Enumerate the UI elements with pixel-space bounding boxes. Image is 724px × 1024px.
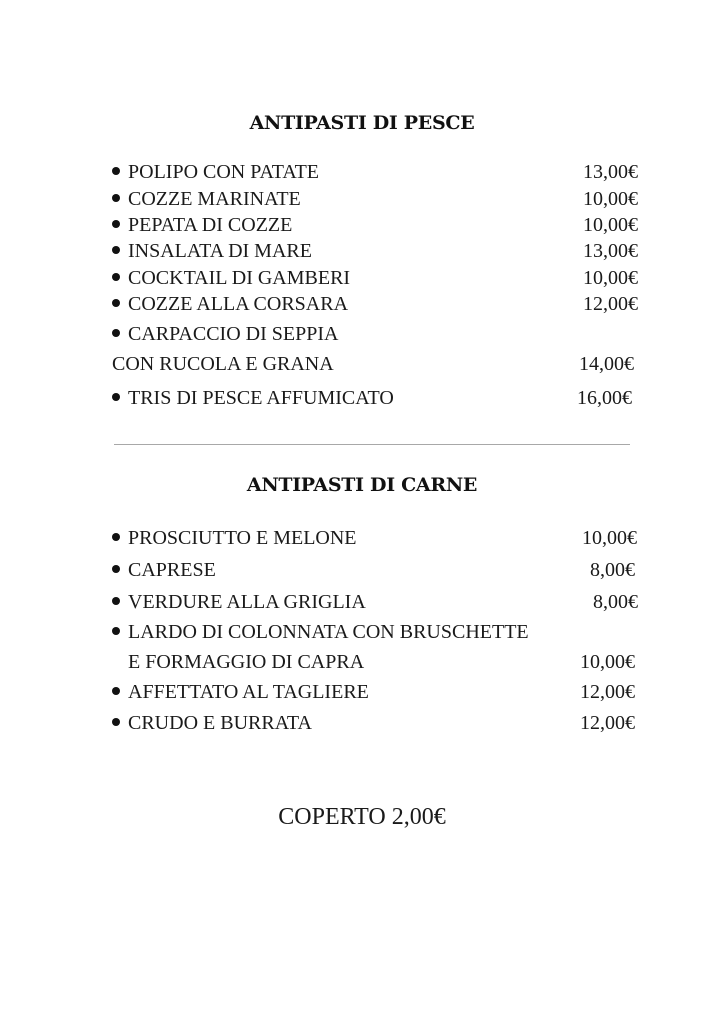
- item-price: 14,00€: [579, 353, 634, 375]
- menu-item: [112, 321, 638, 347]
- item-name: TRIS DI PESCE AFFUMICATO: [128, 387, 394, 409]
- bullet-icon: [112, 718, 120, 726]
- menu-item: [112, 291, 638, 317]
- bullet-icon: [112, 565, 120, 573]
- item-price: 10,00€: [583, 188, 638, 210]
- item-price: 8,00€: [593, 591, 638, 613]
- item-name: PEPATA DI COZZE: [128, 214, 293, 236]
- item-name: PROSCIUTTO E MELONE: [128, 527, 357, 549]
- section-title-carne: ANTIPASTI DI CARNE: [246, 474, 478, 496]
- item-name: AFFETTATO AL TAGLIERE: [128, 681, 369, 703]
- menu-item: [112, 265, 638, 291]
- item-name: INSALATA DI MARE: [128, 240, 312, 262]
- item-name: CRUDO E BURRATA: [128, 712, 312, 734]
- bullet-icon: [112, 220, 120, 228]
- menu-item: [112, 589, 638, 615]
- bullet-icon: [112, 597, 120, 605]
- menu-item: [112, 385, 632, 411]
- item-name: CAPRESE: [128, 559, 216, 581]
- menu-item: [112, 619, 638, 645]
- item-name: VERDURE ALLA GRIGLIA: [128, 591, 366, 613]
- bullet-icon: [112, 687, 120, 695]
- item-price: 12,00€: [580, 712, 635, 734]
- item-name-continuation: CON RUCOLA E GRANA: [112, 353, 334, 375]
- item-price: 13,00€: [583, 240, 638, 262]
- item-name: POLIPO CON PATATE: [128, 161, 320, 183]
- menu-item: [112, 710, 635, 736]
- item-price: 16,00€: [577, 387, 632, 409]
- bullet-icon: [112, 299, 120, 307]
- item-price: 12,00€: [583, 293, 638, 315]
- section-title-pesce: ANTIPASTI DI PESCE: [249, 112, 475, 134]
- section-divider: [114, 444, 630, 445]
- menu-item: [112, 557, 635, 583]
- bullet-icon: [112, 627, 120, 635]
- item-name: COCKTAIL DI GAMBERI: [128, 267, 351, 289]
- bullet-icon: [112, 533, 120, 541]
- item-name: COZZE MARINATE: [128, 188, 301, 210]
- item-price: 10,00€: [582, 527, 637, 549]
- menu-item-continuation: [128, 649, 635, 675]
- item-name: CARPACCIO DI SEPPIA: [128, 323, 339, 345]
- bullet-icon: [112, 194, 120, 202]
- item-price: 10,00€: [580, 651, 635, 673]
- menu-item-continuation: [112, 351, 634, 377]
- menu-item: [112, 238, 638, 264]
- bullet-icon: [112, 273, 120, 281]
- bullet-icon: [112, 246, 120, 254]
- item-name-continuation: E FORMAGGIO DI CAPRA: [128, 651, 365, 673]
- item-price: 13,00€: [583, 161, 638, 183]
- menu-item: [112, 525, 637, 551]
- item-price: 12,00€: [580, 681, 635, 703]
- menu-item: [112, 212, 638, 238]
- bullet-icon: [112, 393, 120, 401]
- bullet-icon: [112, 167, 120, 175]
- item-price: 8,00€: [590, 559, 635, 581]
- item-price: 10,00€: [583, 267, 638, 289]
- menu-item: [112, 679, 635, 705]
- item-price: 10,00€: [583, 214, 638, 236]
- menu-item: [112, 186, 638, 212]
- menu-item: [112, 159, 638, 185]
- cover-charge: COPERTO 2,00€: [278, 804, 446, 830]
- item-name: COZZE ALLA CORSARA: [128, 293, 349, 315]
- item-name: LARDO DI COLONNATA CON BRUSCHETTE: [128, 621, 529, 643]
- bullet-icon: [112, 329, 120, 337]
